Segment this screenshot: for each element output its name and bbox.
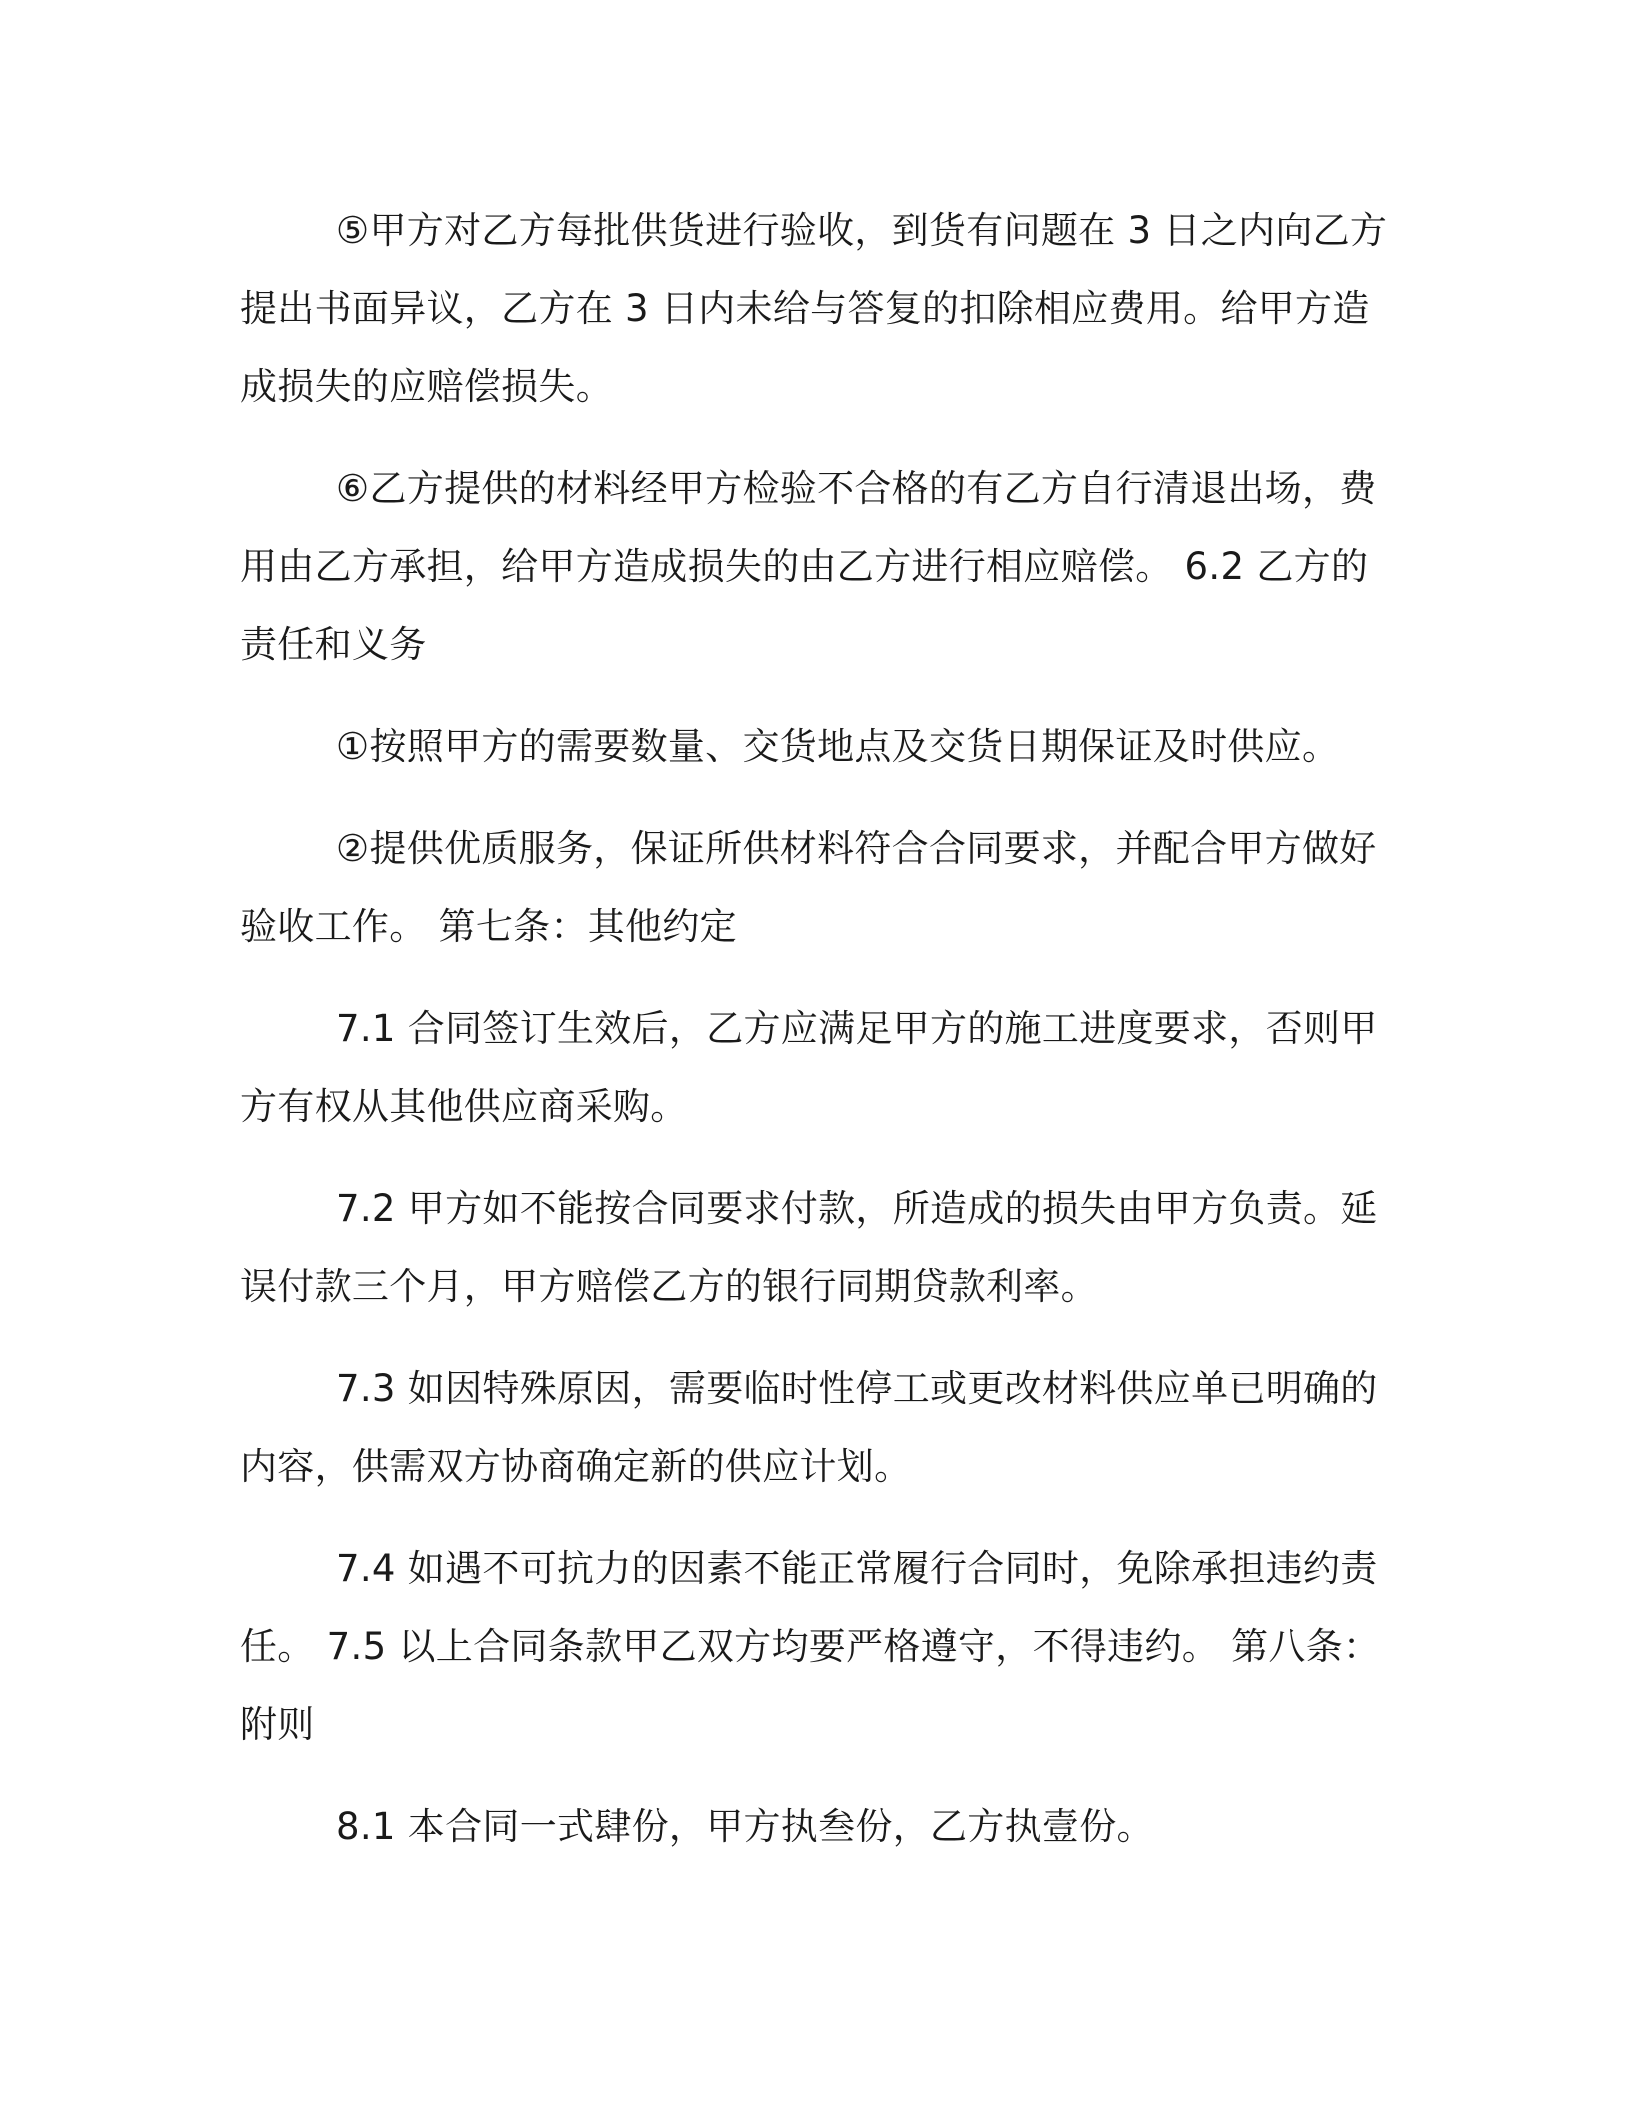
clause-paragraph: ⑤甲方对乙方每批供货进行验收，到货有问题在 3 日之内向乙方提出书面异议，乙方在 3 日内未给与答复的扣除相应费用。给甲方造成损失的应赔偿损失。 [240,209,1388,408]
clause-paragraph: 7.4 如遇不可抗力的因素不能正常履行合同时，免除承担违约责任。 7.5 以上合同条款甲乙双方均要严格遵守，不得违约。 第八条：附则 [240,1547,1381,1746]
clause-paragraph: 7.1 合同签订生效后，乙方应满足甲方的施工进度要求，否则甲方有权从其他供应商采购。 [240,1007,1378,1128]
clause-paragraph: 8.1 本合同一式肆份，甲方执叁份，乙方执壹份。 [336,1805,1154,1848]
clause-paragraph: ⑥乙方提供的材料经甲方检验不合格的有乙方自行清退出场，费用由乙方承担，给甲方造成损失的由乙方进行相应赔偿。 6.2 乙方的责任和义务 [240,467,1377,666]
clause-paragraph: ②提供优质服务，保证所供材料符合合同要求，并配合甲方做好验收工作。 第七条：其他约定 [240,827,1377,948]
clause-paragraph: ①按照甲方的需要数量、交货地点及交货日期保证及时供应。 [336,725,1340,768]
document-body [240,192,1390,1890]
clause-paragraph: 7.2 甲方如不能按合同要求付款，所造成的损失由甲方负责。延误付款三个月，甲方赔偿乙方的银行同期贷款利率。 [240,1187,1378,1308]
clause-paragraph: 7.3 如因特殊原因，需要临时性停工或更改材料供应单已明确的内容，供需双方协商确定新的供应计划。 [240,1367,1378,1488]
